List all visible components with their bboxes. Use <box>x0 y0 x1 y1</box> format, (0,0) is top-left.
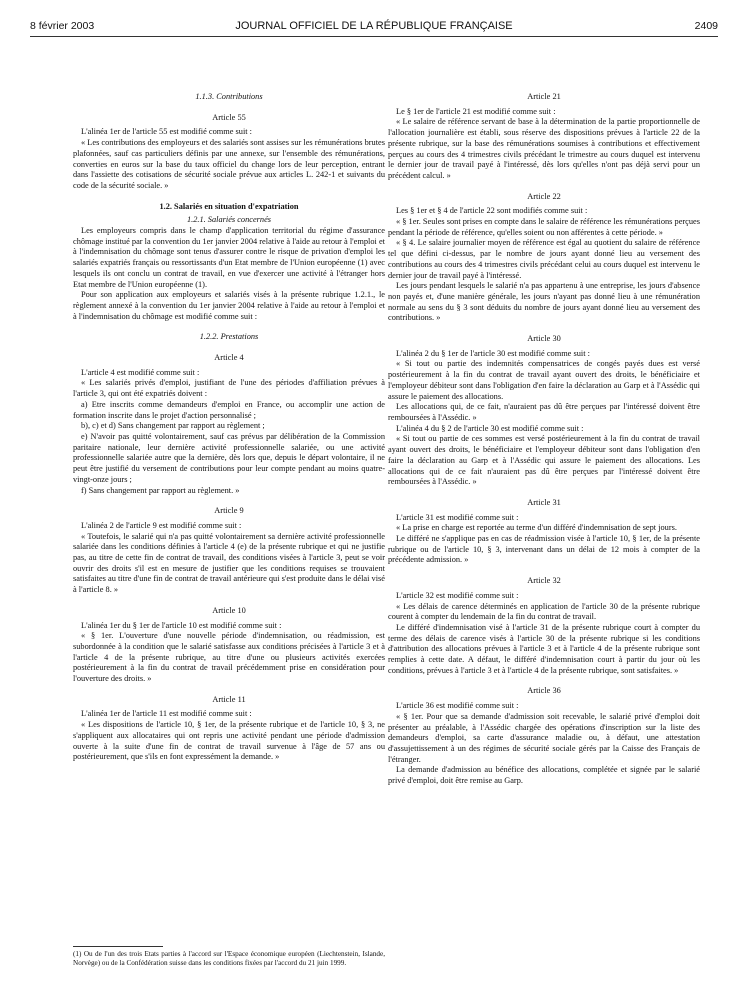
article-text: Les allocations qui, de ce fait, n'auraient pas dû être perçues par l'intéressé doivent être remboursées à l'Assédic. » <box>388 402 700 422</box>
paragraph: Les employeurs compris dans le champ d'application territorial du régime d'assurance chômage institué par la convention du 1er janvier 2004 relative à l'aide au retour à l'emploi et à l'indemnisation du chômage sont tenus d'assurer contre le risque de privation d'emploi les salariés expatriés français ou ressortissants d'un Etat membre de l'Union européenne (1) avec lesquels ils ont conclu un contrat de travail, en vue d'exercer une activité à l'étranger hors Etat membre de l'Union européenne (1). <box>73 226 385 289</box>
article-text: « Le salaire de référence servant de base à la détermination de la partie proportionnelle de l'allocation journalière est établi, sous réserve des dispositions prévues à l'article 22 de la présente rubrique, sur la base des rémunérations soumises à contributions et effectivement perçues au cours des 4 trimestres civils précédant le trimestre au cours duquel est intervenu le dernier jour de travail payé à l'intéressé, dès lors qu'elles n'ont pas déjà servi pour un précédent calcul. » <box>388 117 700 180</box>
section-heading: 1.2. Salariés en situation d'expatriation <box>159 201 299 211</box>
article-text: Le différé d'indemnisation visé à l'article 31 de la présente rubrique court à compter du terme des délais de carence visés à l'article 30 de la présente rubrique si les conditions d'attribution des allocations prévues à l'article 3 et à l'article 4 de la présente rubrique sont remplies à cette date. A défaut, le différé d'indemnisation court à partir du jour où les conditions, prévues à l'article 3 et à l'article 4 de la présente rubrique, sont satisfaites. » <box>388 622 700 675</box>
article-title: Article 30 <box>527 334 561 344</box>
article-text: « Les salariés privés d'emploi, justifiant de l'une des périodes d'affiliation prévues à l'article 3, qui ont été expatriés doivent : <box>73 378 385 399</box>
article-intro: L'alinéa 1er du § 1er de l'article 10 est modifié comme suit : <box>81 620 282 630</box>
article-text: « § 1er. L'ouverture d'une nouvelle période d'indemnisation, ou réadmission, est subordonnée à la condition que le salarié satisfasse aux conditions précisées à l'article 3 et à l'article 4 de la présente rubrique, au titre d'une ou plusieurs activités exercées postérieurement à la fin du contrat de travail précédemment prise en considération pour l'ouverture des droits. » <box>73 631 385 684</box>
journal-title: JOURNAL OFFICIEL DE LA RÉPUBLIQUE FRANÇAISE <box>235 20 513 32</box>
right-column <box>388 92 700 787</box>
article-title: Article 36 <box>527 686 561 696</box>
article-text: « Les contributions des employeurs et des salariés sont assises sur les rémunérations brutes plafonnées, sauf cas particuliers définis par une annexe, sur l'ensemble des rémunérations, converties en euros sur la base du taux officiel du change lors de leur perception, entrant dans l'assiette des cotisations de sécurité sociale prévue aux articles L. 242-1 et suivants du code de la sécurité sociale. » <box>73 138 385 190</box>
list-item: f) Sans changement par rapport au règlement. » <box>81 485 240 495</box>
article-title: Article 31 <box>527 497 561 507</box>
article-text: « Si tout ou partie de ces sommes est versé postérieurement à la fin du contrat de travail ayant ouvert des droits, le bénéficiaire et l'employeur débiteur sont dans l'obligation d'en faire la déclaration au Garp et à l'Assédic qui assure le paiement des allocations. Les allocations qui de ce fait n'auraient pas dû être perçues par l'intéressé doivent être remboursées à l'Assédic. » <box>388 434 700 487</box>
article-intro: L'alinéa 2 de l'article 9 est modifié comme suit : <box>81 520 242 530</box>
article-text: « Toutefois, le salarié qui n'a pas quitté volontairement sa dernière activité professionnelle salariée dans les conditions définies à l'article 4 (e) de la présente rubrique et qui ne justifie pas, au titre de cette fin de contrat de travail, des conditions visées à l'article 3, peut se voir ouvrir des droits s'il est en mesure de justifier que les conditions requises se trouvaient satisfaites au titre d'une fin de contrat de travail antérieure qui s'est produite dans le délai visé à l'article 8. » <box>73 531 385 595</box>
article-title: Article 21 <box>527 92 561 101</box>
article-title: Article 32 <box>527 576 561 586</box>
article-intro: L'alinéa 4 du § 2 de l'article 30 est modifié comme suit : <box>396 423 584 433</box>
article-text: Les jours pendant lesquels le salarié n'a pas appartenu à une entreprise, les jours d'absence non payés et, d'une manière générale, les jours n'ayant pas donné lieu à une rémunération normale au sens du § 3 sont déduits du nombre de jours ayant donné lieu au versement des contributions. » <box>388 281 700 323</box>
article-title: Article 4 <box>214 353 244 363</box>
article-intro: L'alinéa 1er de l'article 55 est modifié comme suit : <box>81 127 252 137</box>
article-text: « La prise en charge est reportée au terme d'un différé d'indemnisation de sept jours. <box>396 523 677 533</box>
header-rule <box>30 36 718 37</box>
article-title: Article 22 <box>527 191 561 201</box>
list-item: e) N'avoir pas quitté volontairement, sauf cas prévus par délibération de la Commission paritaire nationale, leur dernière activité professionnelle salariée, ou une activité professionnelle salariée autre que la dernière, dès lors que, depuis le départ volontaire, il ne peut être justifié du versement de contributions pour leur compte pendant au moins quatre-vingt-onze jours ; <box>73 431 385 484</box>
article-intro: L'alinéa 2 du § 1er de l'article 30 est modifié comme suit : <box>396 348 590 358</box>
article-intro: L'article 4 est modifié comme suit : <box>81 367 200 377</box>
article-intro: L'article 31 est modifié comme suit : <box>396 512 519 522</box>
article-intro: L'article 32 est modifié comme suit : <box>396 590 519 600</box>
section-heading: 1.2.2. Prestations <box>199 332 259 342</box>
article-intro: Le § 1er de l'article 21 est modifié comme suit : <box>396 106 556 116</box>
article-text: « Les délais de carence déterminés en application de l'article 30 de la présente rubrique courent à compter du lendemain de la fin du contrat de travail. <box>388 601 700 622</box>
article-text: « Si tout ou partie des indemnités compensatrices de congés payés dues est versé postérieurement à la fin du contrat de travail ayant ouvert des droits, le bénéficiaire et l'employeur débiteur sont dans l'obligation d'en faire la déclaration au Garp et à l'Assédic qui assure le paiement des allocations. <box>388 359 700 401</box>
article-text: « Les dispositions de l'article 10, § 1er, de la présente rubrique et de l'article 10, § 3, ne s'appliquent aux allocataires qui ont repris une activité pendant une période d'admission ouverte à la suite d'une fin de contrat de travail survenue à l'âge de 57 ans ou postérieurement, que s'ils en font expressément la demande. » <box>73 720 385 762</box>
page-number: 2409 <box>694 20 718 32</box>
article-title: Article 55 <box>212 112 246 122</box>
footnote: (1) Ou de l'un des trois Etats parties à l'accord sur l'Espace économique européen (Liechtenstein, Islande, Norvège) ou de la Confédération suisse dans les conditions fixées par l'accord du 21 juin 1999. <box>73 950 385 967</box>
section-heading: 1.2.1. Salariés concernés <box>186 215 272 225</box>
list-item: a) Etre inscrits comme demandeurs d'emploi en France, ou accomplir une action de formation inscrite dans le projet d'action personnalisé ; <box>73 399 385 420</box>
article-text: Le différé ne s'applique pas en cas de réadmission visée à l'article 10, § 1er, de la présente rubrique ou de l'article 10, § 3, intervenant dans un délai de 12 mois à compter de la précédente admission. » <box>388 534 700 565</box>
paragraph: Pour son application aux employeurs et salariés visés à la présente rubrique 1.2.1., le règlement annexé à la convention du 1er janvier 2004 relative à l'aide au retour à l'emploi et à l'indemnisation du chômage est modifié comme suit : <box>73 290 385 321</box>
header-date: 8 février 2003 <box>30 20 95 32</box>
left-column <box>73 92 385 763</box>
article-text: « § 1er. Seules sont prises en compte dans le salaire de référence les rémunérations perçues pendant la période de référence, qu'elles soient ou non afférentes à cette période. » <box>388 217 700 237</box>
footnote-rule <box>73 946 163 947</box>
article-intro: L'article 36 est modifié comme suit : <box>396 701 519 711</box>
article-title: Article 11 <box>212 694 246 704</box>
article-title: Article 10 <box>212 605 246 615</box>
article-text: « § 4. Le salaire journalier moyen de référence est égal au quotient du salaire de référence tel que défini ci-dessus, par le nombre de jours ayant donné lieu au versement des contributions au cours des 4 trimestres civils précédant celui au cours duquel est intervenu le dernier jour de travail payé à l'intéressé. <box>388 238 700 280</box>
article-intro: Les § 1er et § 4 de l'article 22 sont modifiés comme suit : <box>396 206 588 216</box>
article-text: « § 1er. Pour que sa demande d'admission soit recevable, le salarié privé d'emploi doit présenter au préalable, à l'Assédic chargée des opérations d'inscription sur la liste des demandeurs d'emploi, sa carte d'assurance maladie ou, à défaut, une attestation d'assujettissement à un des régimes de sécurité sociale gérés par la Caisse des Français de l'étranger. <box>388 711 700 764</box>
article-text: La demande d'admission au bénéfice des allocations, complétée et signée par le salarié privé d'emploi, doit être remise au Garp. <box>388 765 700 786</box>
list-item: b), c) et d) Sans changement par rapport au règlement ; <box>81 421 265 431</box>
section-heading: 1.1.3. Contributions <box>195 92 263 101</box>
article-intro: L'alinéa 1er de l'article 11 est modifié comme suit : <box>81 709 252 719</box>
article-title: Article 9 <box>214 506 244 516</box>
page-header <box>30 20 718 36</box>
